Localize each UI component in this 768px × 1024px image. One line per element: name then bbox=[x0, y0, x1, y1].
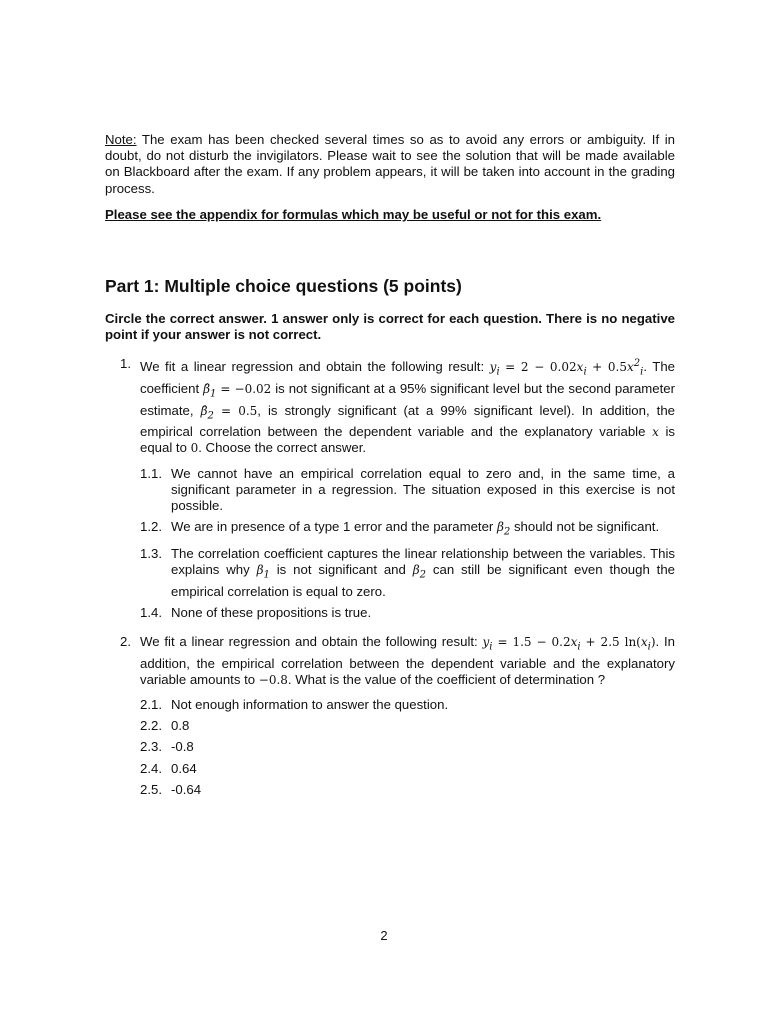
option-1-2[interactable] bbox=[105, 519, 675, 541]
option-text: 0.64 bbox=[171, 760, 197, 776]
option-text-end: can still be significant even though the empirical correlation is equal to zero. bbox=[171, 562, 675, 599]
question-1 bbox=[105, 356, 675, 456]
question-1-options bbox=[105, 466, 675, 621]
option-text: We are in presence of a type 1 error and the parameter bbox=[171, 519, 497, 535]
option-text: -0.8 bbox=[171, 739, 194, 755]
question-2 bbox=[105, 634, 675, 688]
option-number: 2.5. bbox=[140, 781, 162, 797]
option-2-1[interactable] bbox=[105, 697, 675, 713]
exam-page bbox=[105, 132, 675, 803]
option-2-4[interactable] bbox=[105, 761, 675, 777]
question-number: 1. bbox=[120, 356, 131, 372]
option-2-3[interactable] bbox=[105, 739, 675, 755]
question-2-text-mid: . In addition, the empirical correlation between the dependent variable and the explanatory variable amounts to bbox=[140, 634, 675, 687]
instructions: Circle the correct answer. 1 answer only is correct for each question. There is no negative point if your answer is not correct. bbox=[105, 311, 675, 343]
option-2-5[interactable] bbox=[105, 782, 675, 798]
option-number: 1.3. bbox=[140, 545, 162, 561]
option-text: Not enough information to answer the question. bbox=[171, 697, 449, 713]
note-paragraph bbox=[105, 132, 675, 197]
part-title: Part 1: Multiple choice questions (5 points) bbox=[105, 276, 462, 297]
option-1-1[interactable] bbox=[105, 466, 675, 515]
note-text: The exam has been checked several times so as to avoid any errors or ambiguity. If in doubt, do not disturb the invigilators. Please wait to see the solution that will be made available on Blackboard after the exam. If any problem appears, it will be taken into account in the grading process. bbox=[105, 132, 675, 196]
option-number: 2.2. bbox=[140, 718, 162, 734]
beta-1-symbol: $\beta_1$ bbox=[256, 563, 270, 581]
option-text: The correlation coefficient captures the linear relationship between the variables. This explains why bbox=[171, 545, 675, 578]
question-2-text: We fit a linear regression and obtain the following result: bbox=[140, 634, 483, 650]
option-number: 2.1. bbox=[140, 697, 162, 713]
option-text: None of these propositions is true. bbox=[171, 604, 372, 620]
option-number: 2.3. bbox=[140, 739, 162, 755]
beta-2-symbol: $\beta_2$ bbox=[496, 520, 511, 538]
question-2-text-end: . What is the value of the coefficient of determination ? bbox=[287, 671, 606, 687]
option-text-end: should not be significant. bbox=[510, 519, 660, 535]
option-1-3[interactable] bbox=[105, 546, 675, 600]
equation: $y_i = 1.5 - 0.2x_i + 2.5$ $\ln(x_i)$ bbox=[482, 635, 656, 653]
question-number: 2. bbox=[120, 634, 131, 650]
option-text: 0.8 bbox=[171, 718, 190, 734]
beta-2-symbol: $\beta_2$ bbox=[412, 563, 427, 581]
option-number: 2.4. bbox=[140, 760, 162, 776]
question-1-text: We fit a linear regression and obtain the following result: $y_i = 2 - 0.02x_i + 0.5x^2_i$. The coefficient $\betâ_1 = -0.02$ is not significant at a 95% significant level but the second parameter estimate, $\betâ_2 = 0.5$, is strongly significant (at a 99% significant level). In addition, the empirical correlation between the dependent variable and the explanatory variable x is equal to 0. Choose the correct answer. bbox=[140, 358, 676, 456]
page-number: 2 bbox=[380, 928, 388, 943]
correlation-value: −0.8 bbox=[258, 672, 288, 687]
option-2-2[interactable] bbox=[105, 718, 675, 734]
note-label: Note: bbox=[105, 132, 137, 147]
option-number: 1.4. bbox=[140, 604, 162, 620]
question-2-options bbox=[105, 697, 675, 798]
option-text-mid: is not significant and bbox=[269, 562, 413, 578]
option-number: 1.1. bbox=[140, 465, 162, 481]
option-1-4[interactable] bbox=[105, 605, 675, 621]
option-number: 1.2. bbox=[140, 519, 162, 535]
option-text: -0.64 bbox=[171, 781, 202, 797]
appendix-notice: Please see the appendix for formulas which may be useful or not for this exam. bbox=[105, 206, 602, 222]
option-text: We cannot have an empirical correlation equal to zero and, in the same time, a significant parameter in a regression. The situation exposed in this exercise is not possible. bbox=[171, 465, 675, 514]
